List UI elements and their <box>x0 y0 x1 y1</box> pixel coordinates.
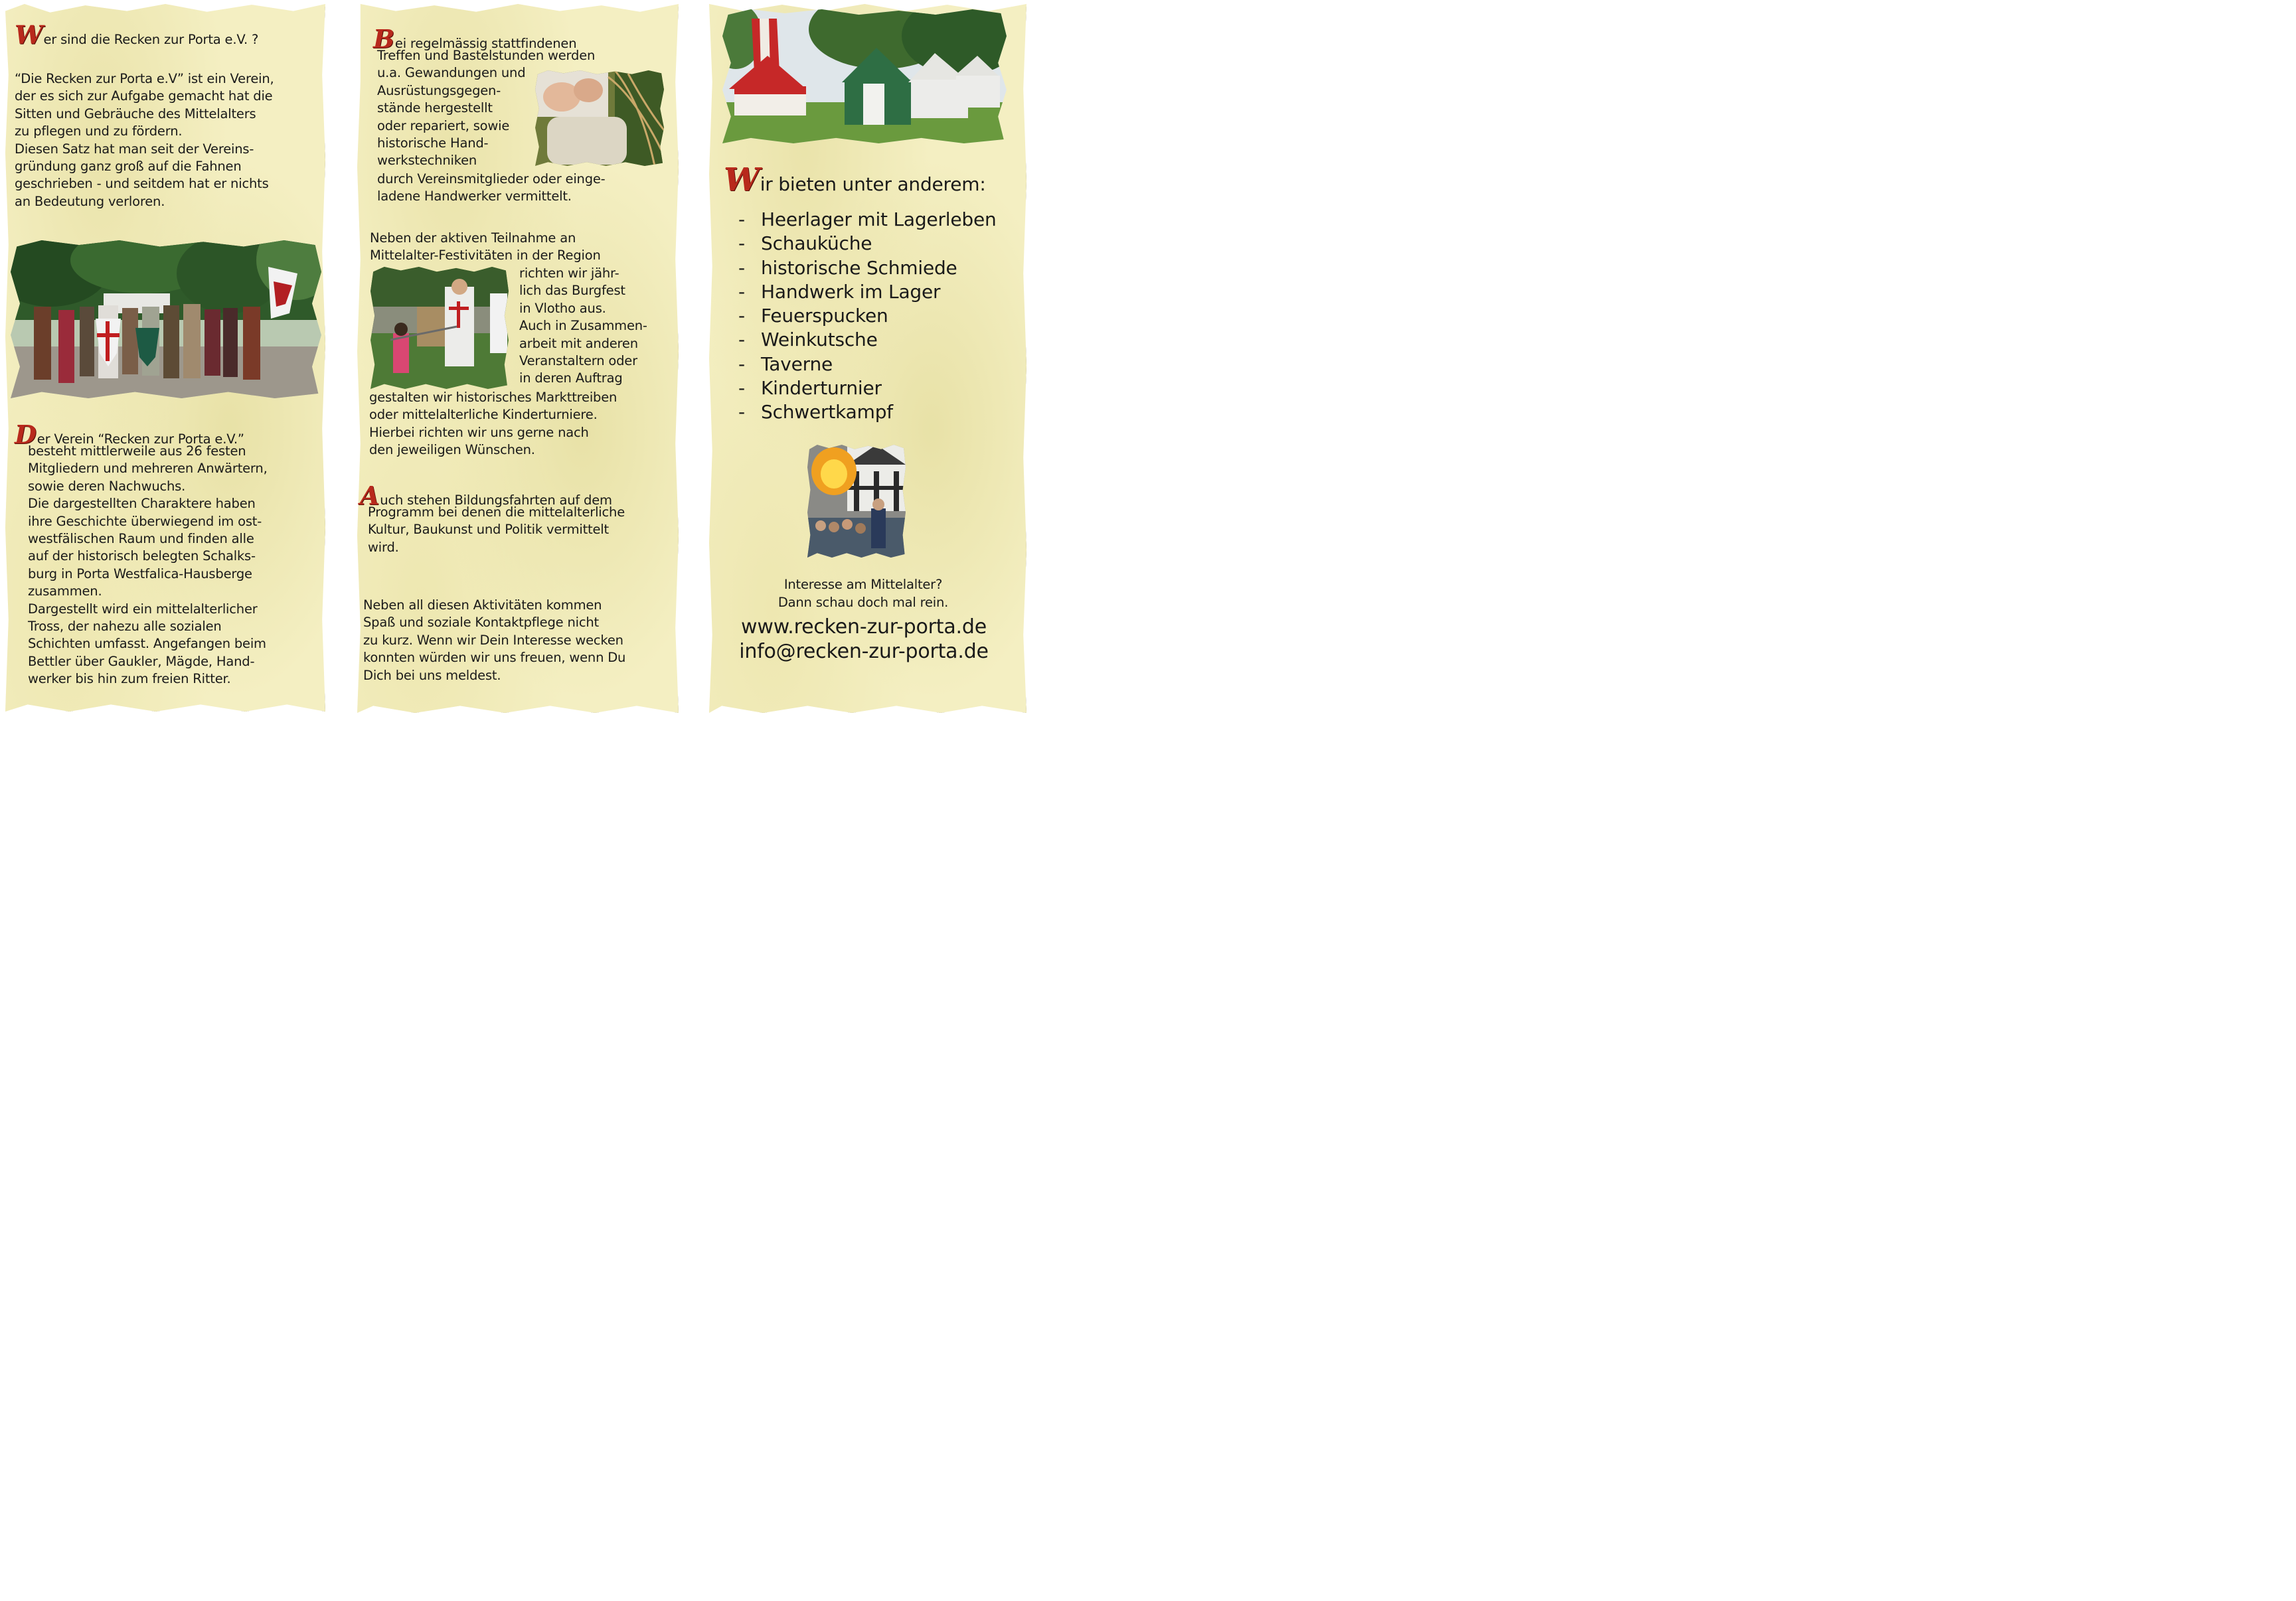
photo-basket-weaving <box>535 70 664 166</box>
offer-list <box>738 208 997 425</box>
middle-para3-rest: Programm bei denen die mittelalterliche Kultur, Baukunst und Politik vermittelt wird. <box>368 504 625 555</box>
middle-para2-full: gestalten wir historisches Markttreiben oder mittelalterliche Kinderturniere. Hierbei richten wir uns gerne nach den jeweiligen Wünschen. <box>369 390 617 458</box>
cta-line-2: Dann schau doch mal rein. <box>778 595 949 610</box>
paragraph-initial-b: B <box>373 24 394 54</box>
left-heading: Wer sind die Recken zur Porta e.V. ? <box>15 20 259 50</box>
left-intro-paragraph: “Die Recken zur Porta e.V” ist ein Verein, der es sich zur Aufgabe gemacht hat die Sitten und Gebräuche des Mittelalters zu pflegen und zu fördern. Diesen Satz hat man seit der Vereins- gründung ganz groß auf die Fahnen geschrieben - und seitdem hat er nichts an Bedeutung verloren. <box>15 71 274 209</box>
list-item: - Taverne <box>738 352 833 375</box>
middle-para1-full: durch Vereinsmitglieder oder einge- ladene Handwerker vermittelt. <box>377 171 606 204</box>
list-item: - Handwerk im Lager <box>738 280 941 303</box>
photo-children-sword-training <box>370 267 509 389</box>
middle-para4: Neben all diesen Aktivitäten kommen Spaß und soziale Kontaktpflege nicht zu kurz. Wenn wir Dein Interesse wecken konnten würden wir uns freuen, wenn Du Dich bei uns meldest. <box>363 597 626 683</box>
photo-group-in-costume <box>11 240 321 398</box>
middle-para2-top: Neben der aktiven Teilnahme an Mittelalter-Festivitäten in der Region <box>370 230 601 264</box>
photo-medieval-tent-camp <box>722 9 1007 143</box>
paragraph-initial-a: A <box>360 481 380 510</box>
list-item: - Feuerspucken <box>738 305 888 327</box>
right-heading: Wir bieten unter anderem: <box>724 161 986 198</box>
left-verein-paragraph: besteht mittlerweile aus 26 festen Mitgliedern und mehreren Anwärtern, sowie deren Nachwuchs. Die dargestellten Charaktere haben ihre Geschichte überwiegend im ost- westfälischen Raum und finden alle auf der historisch belegten Schalks- burg in Porta Westfalica-Hausberge zusammen. Dargestellt wird ein mittelalterlicher Tross, der nahezu alle sozialen Schichten umfasst. Angefangen beim Bettler über Gaukler, Mägde, Hand- werker bis hin zum freien Ritter. <box>28 443 268 687</box>
left-verein-firstline: Der Verein “Recken zur Porta e.V.” <box>15 419 244 449</box>
email-link[interactable]: info@recken-zur-porta.de <box>739 640 989 663</box>
list-item: - Heerlager mit Lagerleben <box>738 208 997 230</box>
website-link[interactable]: www.recken-zur-porta.de <box>741 615 987 639</box>
heading-initial-w-right: W <box>724 161 760 198</box>
middle-para2-wrapped: richten wir jähr- lich das Burgfest in Vlotho aus. Auch in Zusammen- arbeit mit anderen Veranstaltern oder in deren Auftrag <box>519 266 647 386</box>
list-item: - Schauküche <box>738 232 872 255</box>
list-item: - historische Schmiede <box>738 256 957 279</box>
cta-line-1: Interesse am Mittelalter? <box>783 577 943 592</box>
middle-para1-firstline: Bei regelmässig stattfindenen <box>373 24 577 54</box>
list-item: - Weinkutsche <box>738 329 878 351</box>
heading-initial-w: W <box>15 20 43 50</box>
list-item: - Kinderturnier <box>738 377 882 400</box>
photo-fire-breather <box>807 445 906 558</box>
middle-para3-firstline: Auch stehen Bildungsfahrten auf dem <box>360 481 612 510</box>
middle-para1-wrapped: Treffen und Bastelstunden werden u.a. Gewandungen und Ausrüstungsgegen- stände hergestellt oder repariert, sowie historische Hand- werkstechniken <box>377 48 596 169</box>
paragraph-initial-d: D <box>15 419 37 449</box>
list-item: - Schwertkampf <box>738 401 893 423</box>
